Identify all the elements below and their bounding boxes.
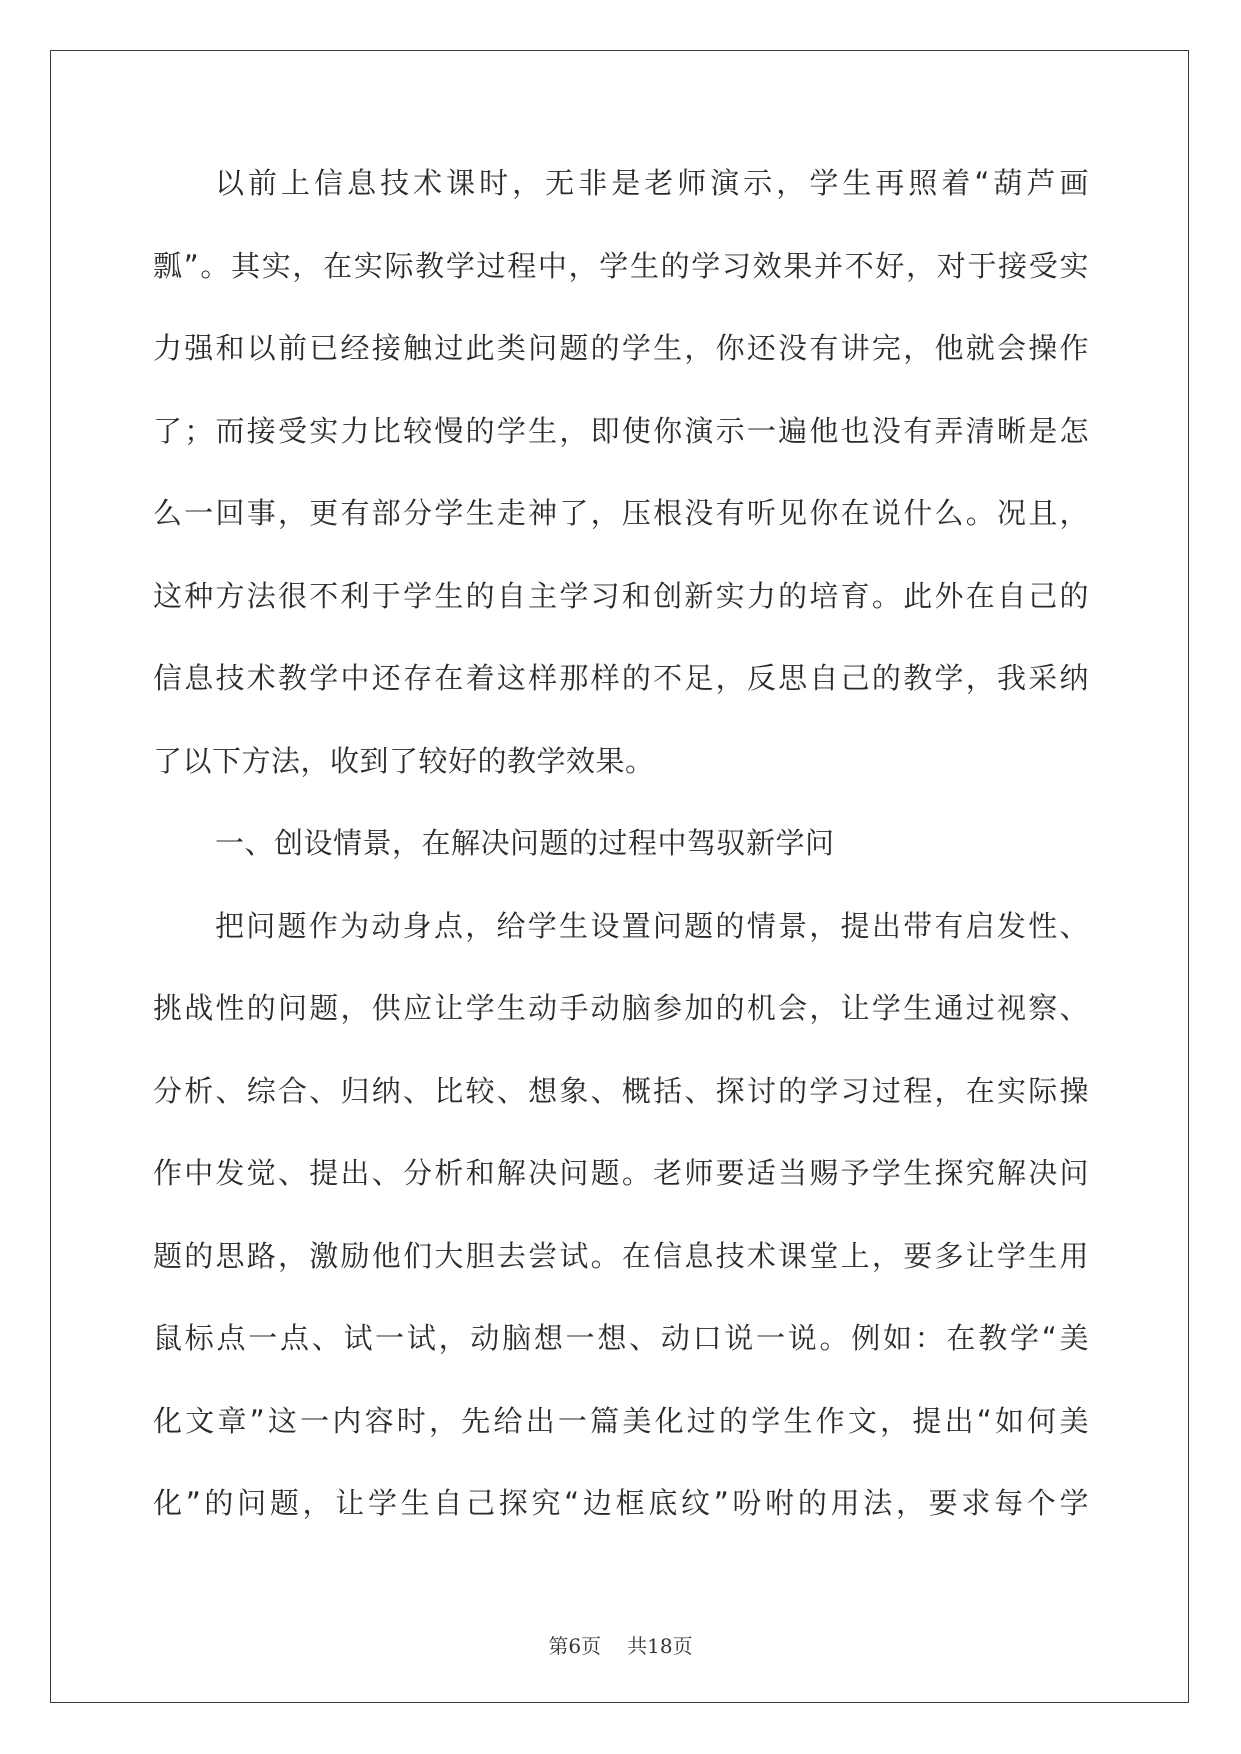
text-line: 了；而接受实力比较慢的学生，即使你演示一遍他也没有弄清晰是怎 bbox=[153, 413, 1089, 448]
page-footer bbox=[0, 1630, 1241, 1659]
text-line: 以前上信息技术课时，无非是老师演示，学生再照着“葫芦画 bbox=[215, 166, 1089, 200]
document-body bbox=[153, 160, 1089, 1563]
text-line: 瓢”。其实，在实际教学过程中，学生的学习效果并不好，对于接受实 bbox=[153, 248, 1089, 283]
page-total: 共18页 bbox=[627, 1634, 693, 1658]
text-line: 这种方法很不利于学生的自主学习和创新实力的培育。此外在自己的 bbox=[153, 578, 1089, 613]
text-line: 了以下方法，收到了较好的教学效果。 bbox=[153, 743, 655, 778]
text-line: 挑战性的问题，供应让学生动手动脑参加的机会，让学生通过视察、 bbox=[153, 991, 1089, 1025]
text-line: 题的思路，激励他们大胆去尝试。在信息技术课堂上，要多让学生用 bbox=[153, 1238, 1089, 1273]
page-number: 第6页 bbox=[548, 1634, 602, 1658]
text-line: 分析、综合、归纳、比较、想象、概括、探讨的学习过程，在实际操 bbox=[153, 1073, 1089, 1108]
text-line: 么一回事，更有部分学生走神了，压根没有听见你在说什么。况且， bbox=[153, 496, 1089, 530]
text-line: 把问题作为动身点，给学生设置问题的情景，提出带有启发性、 bbox=[215, 908, 1089, 943]
text-line: 作中发觉、提出、分析和解决问题。老师要适当赐予学生探究解决问 bbox=[153, 1156, 1089, 1190]
text-line: 一、创设情景，在解决问题的过程中驾驭新学问 bbox=[215, 826, 835, 860]
text-line: 化”的问题，让学生自己探究“边框底纹”吩咐的用法，要求每个学 bbox=[153, 1486, 1089, 1520]
text-line: 化文章”这一内容时，先给出一篇美化过的学生作文，提出“如何美 bbox=[153, 1403, 1089, 1438]
text-line: 力强和以前已经接触过此类问题的学生，你还没有讲完，他就会操作 bbox=[153, 331, 1089, 365]
text-line: 信息技术教学中还存在着这样那样的不足，反思自己的教学，我采纳 bbox=[153, 661, 1089, 695]
text-line: 鼠标点一点、试一试，动脑想一想、动口说一说。例如：在教学“美 bbox=[153, 1321, 1089, 1355]
